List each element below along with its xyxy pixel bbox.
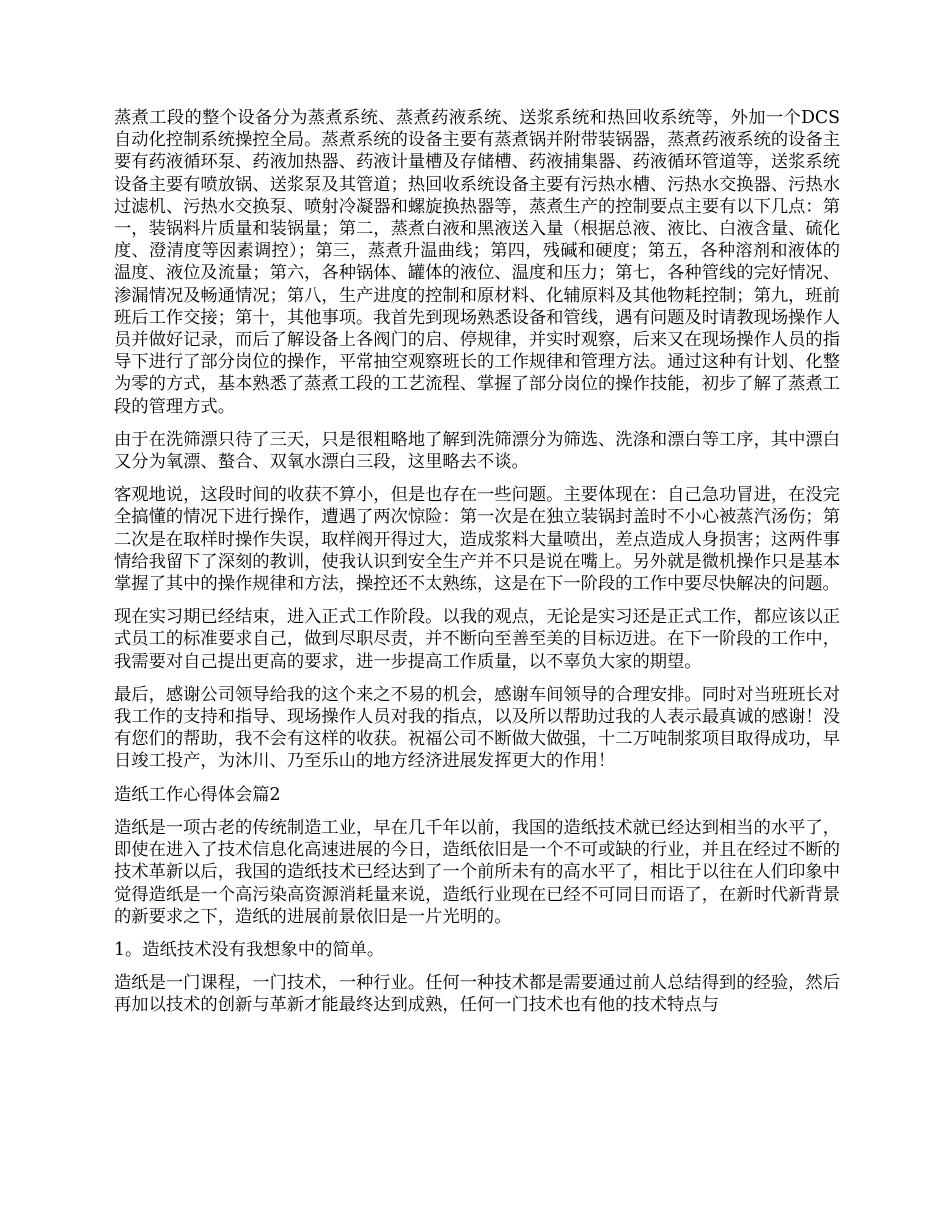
paragraph-washing-screening: 由于在洗筛漂只待了三天，只是很粗略地了解到洗筛漂分为筛选、洗涤和漂白等工序，其中漂白又分为氧漂、螯合、双氧水漂白三段，这里略去不谈。	[114, 429, 840, 473]
section-heading: 造纸工作心得体会篇2	[114, 784, 281, 805]
paragraph-papermaking-course: 造纸是一门课程，一门技术，一种行业。任何一种技术都是需要通过前人总结得到的经验，然后再加以技术的创新与革新才能最终达到成熟，任何一门技术也有他的技术特点与	[114, 973, 840, 1016]
paragraph-papermaking-intro: 造纸是一项古老的传统制造工业，早在几千年以前，我国的造纸技术就已经达到相当的水平了，即使在进入了技术信息化高速进展的今日，造纸依旧是一个不可或缺的行业，并且在经过不断的技术革新以后，我国的造纸技术已经达到了一个前所未有的高水平了，相比于以往在人们印象中觉得造纸是一个高污染高资源消耗量来说，造纸行业现在已经不可同日而语了，在新时代新背景的新要求之下，造纸的进展前景依旧是一片光明的。	[114, 817, 840, 927]
paragraph-formal-work: 现在实习期已经结束，进入正式工作阶段。以我的观点，无论是实习还是正式工作，都应该以正式员工的标准要求自己，做到尽职尽责，并不断向至善至美的目标迈进。在下一阶段的工作中，我需要对自己提出更高的要求，进一步提高工作质量，以不辜负大家的期望。	[114, 607, 840, 672]
numbered-point-1: 1。造纸技术没有我想象中的简单。	[114, 939, 385, 960]
paragraph-thanks: 最后，感谢公司领导给我的这个来之不易的机会，感谢车间领导的合理安排。同时对当班班长对我工作的支持和指导、现场操作人员对我的指点，以及所以帮助过我的人表示最真诚的感谢！没有您们的帮助，我不会有这样的收获。祝福公司不断做大做强，十二万吨制浆项目取得成功，早日竣工投产，为沐川、乃至乐山的地方经济进展发挥更大的作用！	[114, 684, 840, 772]
document-body	[114, 107, 840, 1028]
paragraph-cooking-section: 蒸煮工段的整个设备分为蒸煮系统、蒸煮药液系统、送浆系统和热回收系统等，外加一个DCS自动化控制系统操控全局。蒸煮系统的设备主要有蒸煮锅并附带装锅器，蒸煮药液系统的设备主要有药液循环泵、药液加热器、药液计量槽及存储槽、药液捕集器、药液循环管道等，送浆系统设备主要有喷放锅、送浆泵及其管道；热回收系统设备主要有污热水槽、污热水交换器、污热水过滤机、污热水交换泵、喷射冷凝器和螺旋换热器等，蒸煮生产的控制要点主要有以下几点：第一，装锅料片质量和装锅量；第二，蒸煮白液和黑液送入量（根据总液、液比、白液含量、硫化度、澄清度等因素调控）；第三，蒸煮升温曲线；第四，残碱和硬度；第五，各种溶剂和液体的温度、液位及流量；第六，各种锅体、罐体的液位、温度和压力；第七，各种管线的完好情况、渗漏情况及畅通情况；第八，生产进度的控制和原材料、化辅原料及其他物耗控制；第九，班前班后工作交接；第十，其他事项。我首先到现场熟悉设备和管线，遇有问题及时请教现场操作人员并做好记录，而后了解设备上各阀门的启、停规律，并实时观察，后来又在现场操作人员的指导下进行了部分岗位的操作，平常抽空观察班长的工作规律和管理方法。通过这种有计划、化整为零的方式，基本熟悉了蒸煮工段的工艺流程、掌握了部分岗位的操作技能，初步了解了蒸煮工段的管理方式。	[114, 108, 840, 417]
paragraph-problems: 客观地说，这段时间的收获不算小，但是也存在一些问题。主要体现在：自己急功冒进，在没完全搞懂的情况下进行操作，遭遇了两次惊险：第一次是在独立装锅封盖时不小心被蒸汽汤伤；第二次是在取样时操作失误，取样阀开得过大，造成浆料大量喷出，差点造成人身损害；这两件事情给我留下了深刻的教训，使我认识到安全生产并不只是说在嘴上。另外就是微机操作只是基本掌握了其中的操作规律和方法，操控还不太熟练，这是在下一阶段的工作中要尽快解决的问题。	[114, 485, 840, 595]
